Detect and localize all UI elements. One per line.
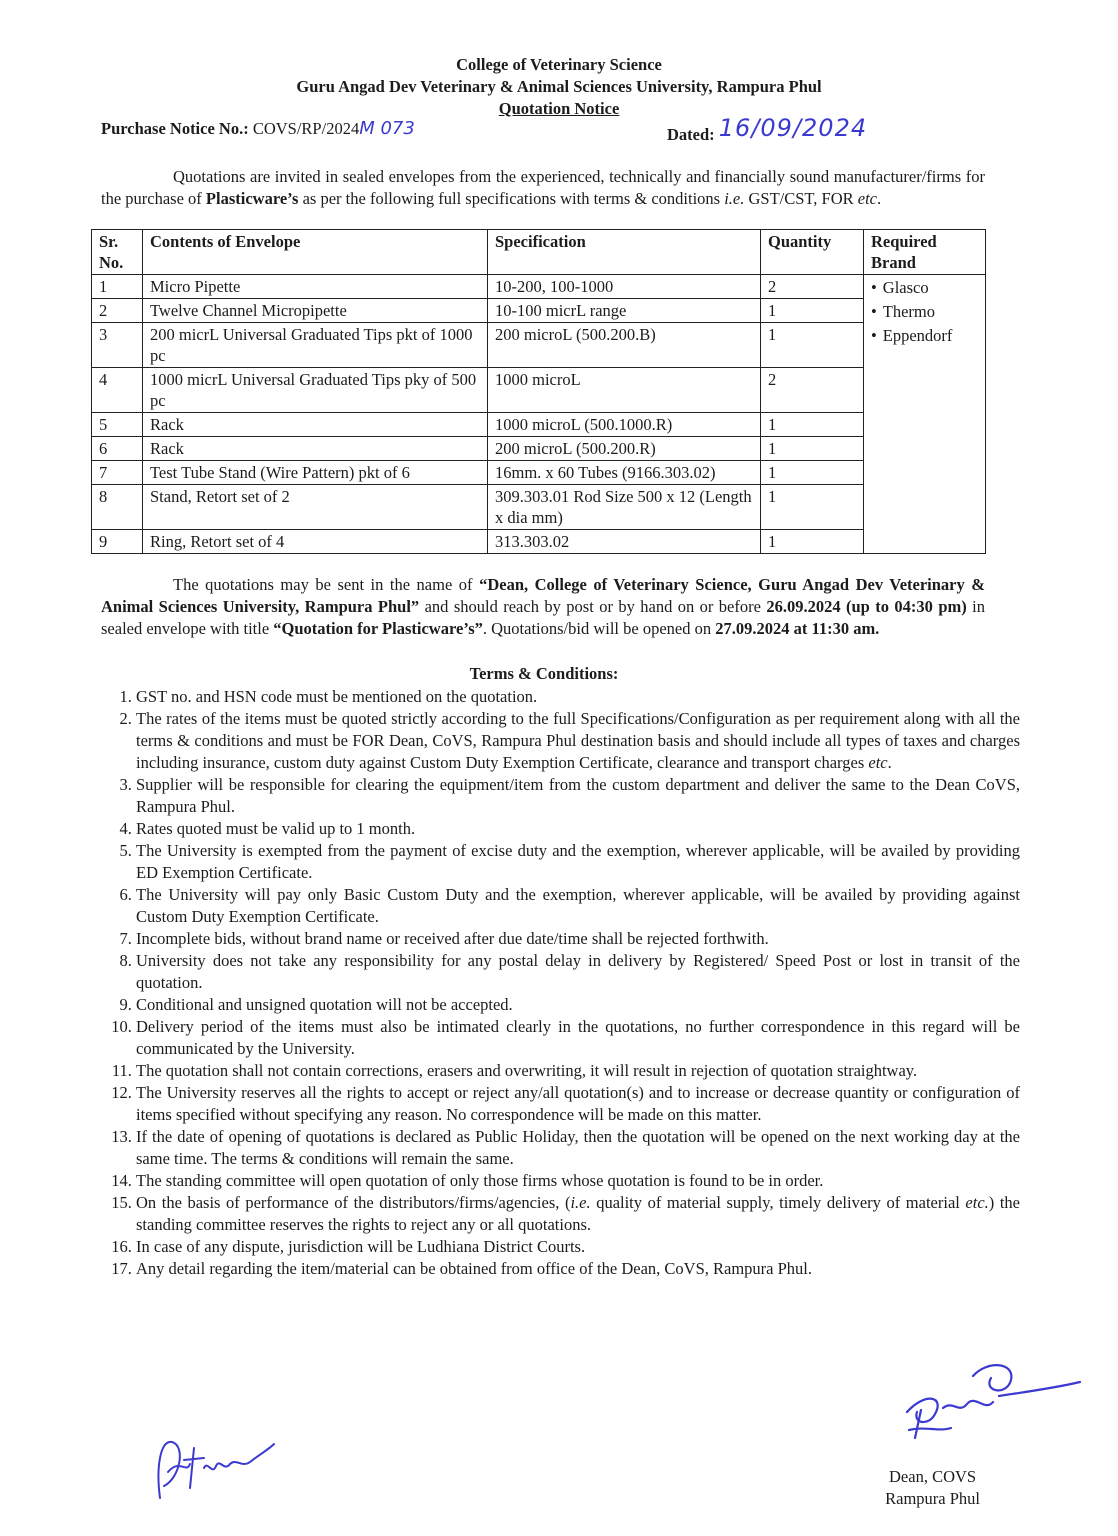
document-header <box>0 54 1118 120</box>
col-header-contents: Contents of Envelope <box>143 230 488 275</box>
cell-contents: Twelve Channel Micropipette <box>143 299 488 323</box>
brand-list <box>871 276 978 348</box>
brand-item: • Eppendorf <box>871 324 978 348</box>
submission-deadline: 26.09.2024 (up to 04:30 pm) <box>766 597 967 616</box>
signatory-place: Rampura Phul <box>885 1489 980 1508</box>
dated-handwritten: 16/09/2024 <box>718 114 868 142</box>
university-name: Guru Angad Dev Veterinary & Animal Sciences University, Rampura Phul <box>296 77 822 96</box>
term-ie: i.e. <box>570 1193 591 1212</box>
specification-table <box>91 229 986 554</box>
term-item: 4. Rates quoted must be valid up to 1 month. <box>136 818 1020 840</box>
table-row <box>92 530 986 554</box>
col-header-sr: Sr. No. <box>92 230 143 275</box>
cell-sr: 2 <box>92 299 143 323</box>
cell-qty: 1 <box>761 413 864 437</box>
cell-contents: Ring, Retort set of 4 <box>143 530 488 554</box>
term-item: 13. If the date of opening of quotations is declared as Public Holiday, then the quotation will be opened on the next working day at the same time. The terms & conditions will remain the same. <box>136 1126 1020 1170</box>
cell-contents: Rack <box>143 413 488 437</box>
cell-contents: Micro Pipette <box>143 275 488 299</box>
table-row <box>92 299 986 323</box>
submission-opening-date: 27.09.2024 at 11:30 am. <box>715 619 880 638</box>
cell-contents: 1000 micrL Universal Graduated Tips pky of 500 pc <box>143 368 488 413</box>
cell-qty: 1 <box>761 485 864 530</box>
cell-contents: 200 micrL Universal Graduated Tips pkt of 1000 pc <box>143 323 488 368</box>
term-text: The rates of the items must be quoted strictly according to the full Specifications/Configuration as per requirement along with all the terms & conditions and must be FOR Dean, CoVS, Rampura Phul destination basis and should include all types of taxes and charges including insurance, custom duty against Custom Duty Exemption Certificate, clearance and transport charges <box>136 709 1020 772</box>
dated-field <box>667 114 868 146</box>
purchase-notice-number <box>101 118 415 139</box>
term-item: 17. Any detail regarding the item/material can be obtained from office of the Dean, CoVS, Rampura Phul. <box>136 1258 1020 1280</box>
intro-etc: etc <box>857 189 877 208</box>
cell-spec: 200 microL (500.200.R) <box>488 437 761 461</box>
cell-sr: 3 <box>92 323 143 368</box>
col-header-specification: Specification <box>488 230 761 275</box>
cell-spec: 1000 microL (500.1000.R) <box>488 413 761 437</box>
intro-text-2: as per the following full specifications with terms & conditions <box>298 189 725 208</box>
submission-text-2: and should reach by post or by hand on or before <box>419 597 767 616</box>
cell-qty: 1 <box>761 323 864 368</box>
submission-text-1: The quotations may be sent in the name of <box>173 575 480 594</box>
submission-text-4: . Quotations/bid will be opened on <box>482 619 716 638</box>
terms-heading: Terms & Conditions: <box>469 664 619 683</box>
cell-contents: Test Tube Stand (Wire Pattern) pkt of 6 <box>143 461 488 485</box>
cell-sr: 5 <box>92 413 143 437</box>
table-row <box>92 485 986 530</box>
term-item: 16. In case of any dispute, jurisdiction will be Ludhiana District Courts. <box>136 1236 1020 1258</box>
signatory-block <box>885 1466 980 1510</box>
cell-qty: 1 <box>761 437 864 461</box>
term-item: 14. The standing committee will open quotation of only those firms whose quotation is found to be in order. <box>136 1170 1020 1192</box>
cell-sr: 8 <box>92 485 143 530</box>
intro-ie: i.e. <box>724 189 745 208</box>
table-row <box>92 437 986 461</box>
term-text: On the basis of performance of the distributors/firms/agencies, ( <box>136 1193 571 1212</box>
cell-required-brand <box>864 275 986 554</box>
term-text: . <box>887 753 892 772</box>
notice-title: Quotation Notice <box>498 99 620 118</box>
submission-text-3: in sealed envelope with title <box>101 597 985 638</box>
brand-item: • Thermo <box>871 300 978 324</box>
dated-label: Dated: <box>667 125 715 144</box>
table-row <box>92 275 986 299</box>
term-item: 1. GST no. and HSN code must be mentioned on the quotation. <box>136 686 1020 708</box>
cell-qty: 1 <box>761 299 864 323</box>
table-row <box>92 461 986 485</box>
intro-bold-item: Plasticware’s <box>205 189 299 208</box>
submission-envelope-title: “Quotation for Plasticware’s” <box>273 619 483 638</box>
purchase-notice-row <box>101 114 985 144</box>
term-item: 12. The University reserves all the rights to accept or reject any/all quotation(s) and to increase or decrease quantity or configuration of items specified without specifying any reason. No correspondence will be made on this matter. <box>136 1082 1020 1126</box>
cell-sr: 1 <box>92 275 143 299</box>
submission-paragraph <box>101 574 985 640</box>
cell-contents: Rack <box>143 437 488 461</box>
term-item <box>136 708 1020 774</box>
submission-addressee: “Dean, College of Veterinary Science, Guru Angad Dev Veterinary & Animal Sciences University, Rampura Phul” <box>101 575 985 616</box>
intro-text-4: . <box>877 189 882 208</box>
cell-spec: 10-100 micrL range <box>488 299 761 323</box>
cell-spec: 313.303.02 <box>488 530 761 554</box>
cell-sr: 9 <box>92 530 143 554</box>
cell-sr: 7 <box>92 461 143 485</box>
intro-text-1: Quotations are invited in sealed envelopes from the experienced, technically and financially sound manufacturer/firms for the purchase of <box>101 167 985 208</box>
term-text: quality of material supply, timely delivery of material <box>590 1193 966 1212</box>
term-etc: etc <box>868 753 888 772</box>
initials-signature <box>150 1428 280 1508</box>
signatory-title: Dean, COVS <box>889 1467 977 1486</box>
term-item: 6. The University will pay only Basic Custom Duty and the exemption, wherever applicable, will be availed by providing against Custom Duty Exemption Certificate. <box>136 884 1020 928</box>
cell-qty: 1 <box>761 461 864 485</box>
terms-list <box>101 686 1020 1280</box>
table-row <box>92 413 986 437</box>
cell-qty: 2 <box>761 275 864 299</box>
col-header-quantity: Quantity <box>761 230 864 275</box>
term-item: 9. Conditional and unsigned quotation will not be accepted. <box>136 994 1020 1016</box>
cell-spec: 309.303.01 Rod Size 500 x 12 (Length x dia mm) <box>488 485 761 530</box>
purchase-notice-label: Purchase Notice No.: <box>101 119 249 138</box>
cell-spec: 200 microL (500.200.B) <box>488 323 761 368</box>
cell-sr: 6 <box>92 437 143 461</box>
cell-qty: 2 <box>761 368 864 413</box>
cell-spec: 16mm. x 60 Tubes (9166.303.02) <box>488 461 761 485</box>
table-row <box>92 368 986 413</box>
cell-contents: Stand, Retort set of 2 <box>143 485 488 530</box>
purchase-notice-printed: COVS/RP/2024 <box>252 119 360 138</box>
term-text: ) the standing committee reserves the rights to reject any or all quotations. <box>136 1193 1020 1234</box>
intro-text-3: GST/CST, FOR <box>744 189 858 208</box>
table-row <box>92 323 986 368</box>
term-item: 5. The University is exempted from the payment of excise duty and the exemption, wherever applicable, will be availed by providing ED Exemption Certificate. <box>136 840 1020 884</box>
dean-signature <box>895 1352 1085 1448</box>
term-item: 7. Incomplete bids, without brand name or received after due date/time shall be rejected forthwith. <box>136 928 1020 950</box>
term-item <box>136 1192 1020 1236</box>
term-item: 8. University does not take any responsibility for any postal delay in delivery by Registered/ Speed Post or lost in transit of the quotation. <box>136 950 1020 994</box>
intro-paragraph <box>101 166 985 210</box>
col-header-brand: Required Brand <box>864 230 986 275</box>
term-etc: etc. <box>965 1193 989 1212</box>
cell-spec: 10-200, 100-1000 <box>488 275 761 299</box>
cell-sr: 4 <box>92 368 143 413</box>
table-header-row <box>92 230 986 275</box>
college-name: College of Veterinary Science <box>456 55 662 74</box>
brand-item: • Glasco <box>871 276 978 300</box>
term-item: 3. Supplier will be responsible for clearing the equipment/item from the custom department and deliver the same to the Dean CoVS, Rampura Phul. <box>136 774 1020 818</box>
cell-qty: 1 <box>761 530 864 554</box>
term-item: 10. Delivery period of the items must also be intimated clearly in the quotations, no further correspondence in this regard will be communicated by the University. <box>136 1016 1020 1060</box>
cell-spec: 1000 microL <box>488 368 761 413</box>
purchase-notice-handwritten: M 073 <box>359 118 415 139</box>
term-item: 11. The quotation shall not contain corrections, erasers and overwriting, it will result in rejection of quotation straightway. <box>136 1060 1020 1082</box>
